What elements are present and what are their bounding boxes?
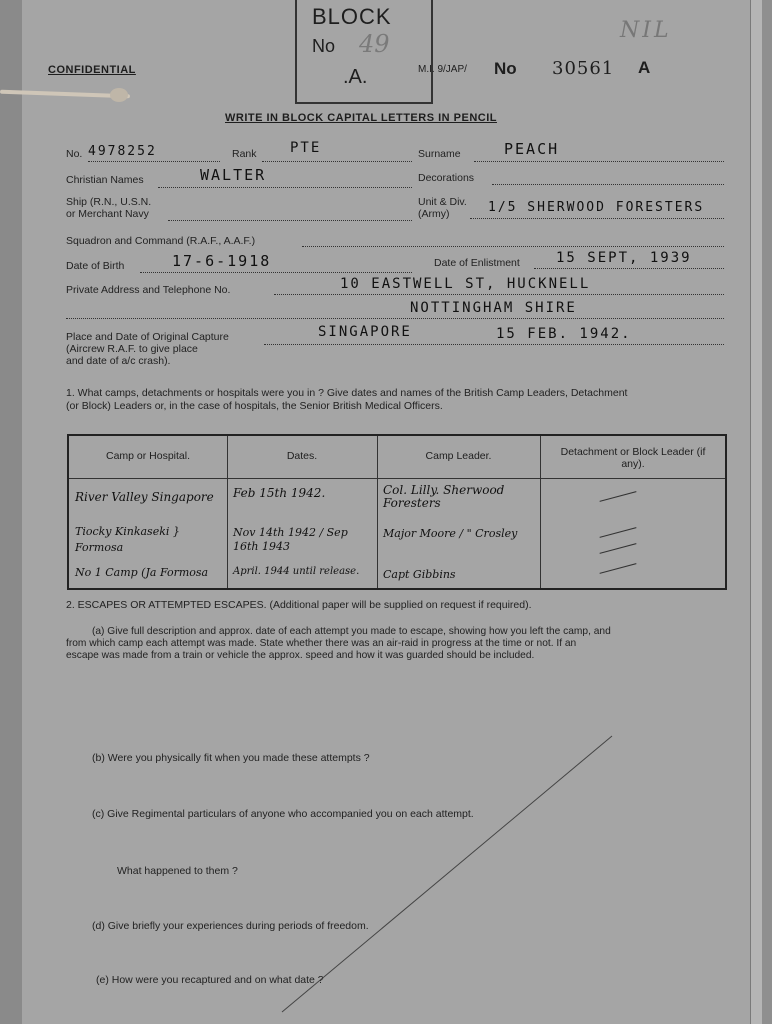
unit-label-line1: Unit & Div. bbox=[418, 196, 467, 208]
table-header-detachment: Detachment or Block Leader (if any). bbox=[560, 446, 706, 470]
section2-d: (d) Give briefly your experiences during periods of freedom. bbox=[92, 920, 369, 932]
unit-value: 1/5 SHERWOOD FORESTERS bbox=[488, 200, 705, 215]
section2-c: (c) Give Regimental particulars of anyone who accompanied you on each attempt. bbox=[92, 808, 474, 820]
table-header-camp: Camp or Hospital. bbox=[105, 450, 191, 462]
page-edge-right-shadow bbox=[762, 0, 772, 1024]
address-line-2: NOTTINGHAM SHIRE bbox=[410, 300, 577, 316]
address-line-1: 10 EASTWELL ST, HUCKNELL bbox=[340, 276, 591, 292]
table-row3-dash bbox=[600, 563, 637, 574]
enlistment-label: Date of Enlistment bbox=[434, 257, 520, 269]
table-row3-camp: No 1 Camp (Ja Formosa bbox=[75, 566, 209, 579]
table-row3-leader: Capt Gibbins bbox=[383, 568, 456, 581]
service-number: 4978252 bbox=[88, 144, 157, 159]
ship-label-line1: Ship (R.N., U.S.N. bbox=[66, 196, 152, 208]
capture-place: SINGAPORE bbox=[318, 324, 412, 340]
table-row1-camp: River Valley Singapore bbox=[75, 490, 214, 504]
section1-question-line1: 1. What camps, detachments or hospitals were you in ? Give dates and names of the British Camp Leaders, Detachment bbox=[66, 387, 628, 399]
page-edge-left bbox=[0, 0, 23, 1024]
form-page bbox=[22, 0, 750, 1024]
binding-knot bbox=[110, 88, 128, 102]
enlistment-value: 15 SEPT, 1939 bbox=[556, 250, 692, 266]
surname-value: PEACH bbox=[504, 140, 560, 158]
block-no-label: No bbox=[312, 36, 336, 56]
christian-names-label: Christian Names bbox=[66, 174, 144, 186]
section1-question-line2: (or Block) Leaders or, in the case of hospitals, the Senior British Medical Officers. bbox=[66, 400, 443, 412]
table-row1-leader: Col. Lilly. Sherwood Foresters bbox=[383, 483, 505, 510]
nil-annotation: NIL bbox=[620, 18, 672, 43]
table-row2-dash-2 bbox=[600, 543, 637, 554]
table-row2-camp: Tiocky Kinkaseki } Formosa bbox=[75, 525, 180, 554]
camp-table bbox=[67, 434, 727, 590]
section2-a-line1: (a) Give full description and approx. date of each attempt you made to escape, showing how you left the camp, and bbox=[92, 626, 611, 637]
squadron-label: Squadron and Command (R.A.F., A.A.F.) bbox=[66, 235, 256, 247]
capture-label-line1: Place and Date of Original Capture bbox=[66, 331, 229, 343]
decorations-label: Decorations bbox=[418, 172, 475, 184]
capture-date: 15 FEB. 1942. bbox=[496, 326, 632, 342]
rank-value: PTE bbox=[290, 140, 322, 156]
pencil-strike-line bbox=[272, 730, 622, 1020]
confidential-label: CONFIDENTIAL bbox=[48, 64, 136, 76]
surname-label: Surname bbox=[418, 148, 461, 160]
block-word: BLOCK bbox=[312, 4, 392, 29]
form-no-label: No bbox=[494, 59, 517, 78]
capture-label-line2: (Aircrew R.A.F. to give place bbox=[66, 343, 198, 355]
table-row1-dash bbox=[600, 491, 637, 502]
table-row3-dates: April. 1944 until release. bbox=[233, 566, 360, 577]
table-header-leader: Camp Leader. bbox=[425, 450, 492, 462]
table-row2-dates: Nov 14th 1942 / Sep 16th 1943 bbox=[233, 526, 348, 553]
section2-a-line2: from which camp each attempt was made. State whether there was an air-raid in progress at the time or not. If an bbox=[66, 638, 577, 649]
section2-a-line3: escape was made from a train or vehicle the approx. speed and how it was guarded should be included. bbox=[66, 650, 535, 661]
table-header-dates: Dates. bbox=[286, 450, 318, 462]
section2-c-sub: What happened to them ? bbox=[117, 865, 238, 877]
block-stamp-box bbox=[295, 0, 433, 104]
form-number: 30561 bbox=[552, 58, 615, 79]
block-letter: .A. bbox=[343, 66, 368, 88]
block-no-value: 49 bbox=[359, 30, 390, 58]
no-label: No. bbox=[66, 148, 83, 160]
table-row2-dash bbox=[600, 527, 637, 538]
pencil-instruction: WRITE IN BLOCK CAPITAL LETTERS IN PENCIL bbox=[225, 112, 497, 124]
dob-label: Date of Birth bbox=[66, 260, 125, 272]
capture-label-line3: and date of a/c crash). bbox=[66, 355, 171, 367]
table-row2-leader: Major Moore / " Crosley bbox=[383, 527, 518, 540]
form-letter: A bbox=[638, 58, 651, 77]
rank-label: Rank bbox=[232, 148, 257, 160]
section2-title: 2. ESCAPES OR ATTEMPTED ESCAPES. (Additional paper will be supplied on request if required). bbox=[66, 599, 532, 611]
christian-names-value: WALTER bbox=[200, 166, 267, 184]
section2-b: (b) Were you physically fit when you made these attempts ? bbox=[92, 752, 370, 764]
dob-value: 17-6-1918 bbox=[172, 252, 272, 270]
table-row1-dates: Feb 15th 1942. bbox=[233, 486, 326, 500]
section2-e: (e) How were you recaptured and on what date ? bbox=[96, 974, 324, 986]
mi-reference: M.I. 9/JAP/ bbox=[418, 64, 467, 75]
ship-label-line2: or Merchant Navy bbox=[66, 208, 149, 220]
unit-label-line2: (Army) bbox=[418, 208, 450, 220]
address-label: Private Address and Telephone No. bbox=[66, 284, 231, 296]
